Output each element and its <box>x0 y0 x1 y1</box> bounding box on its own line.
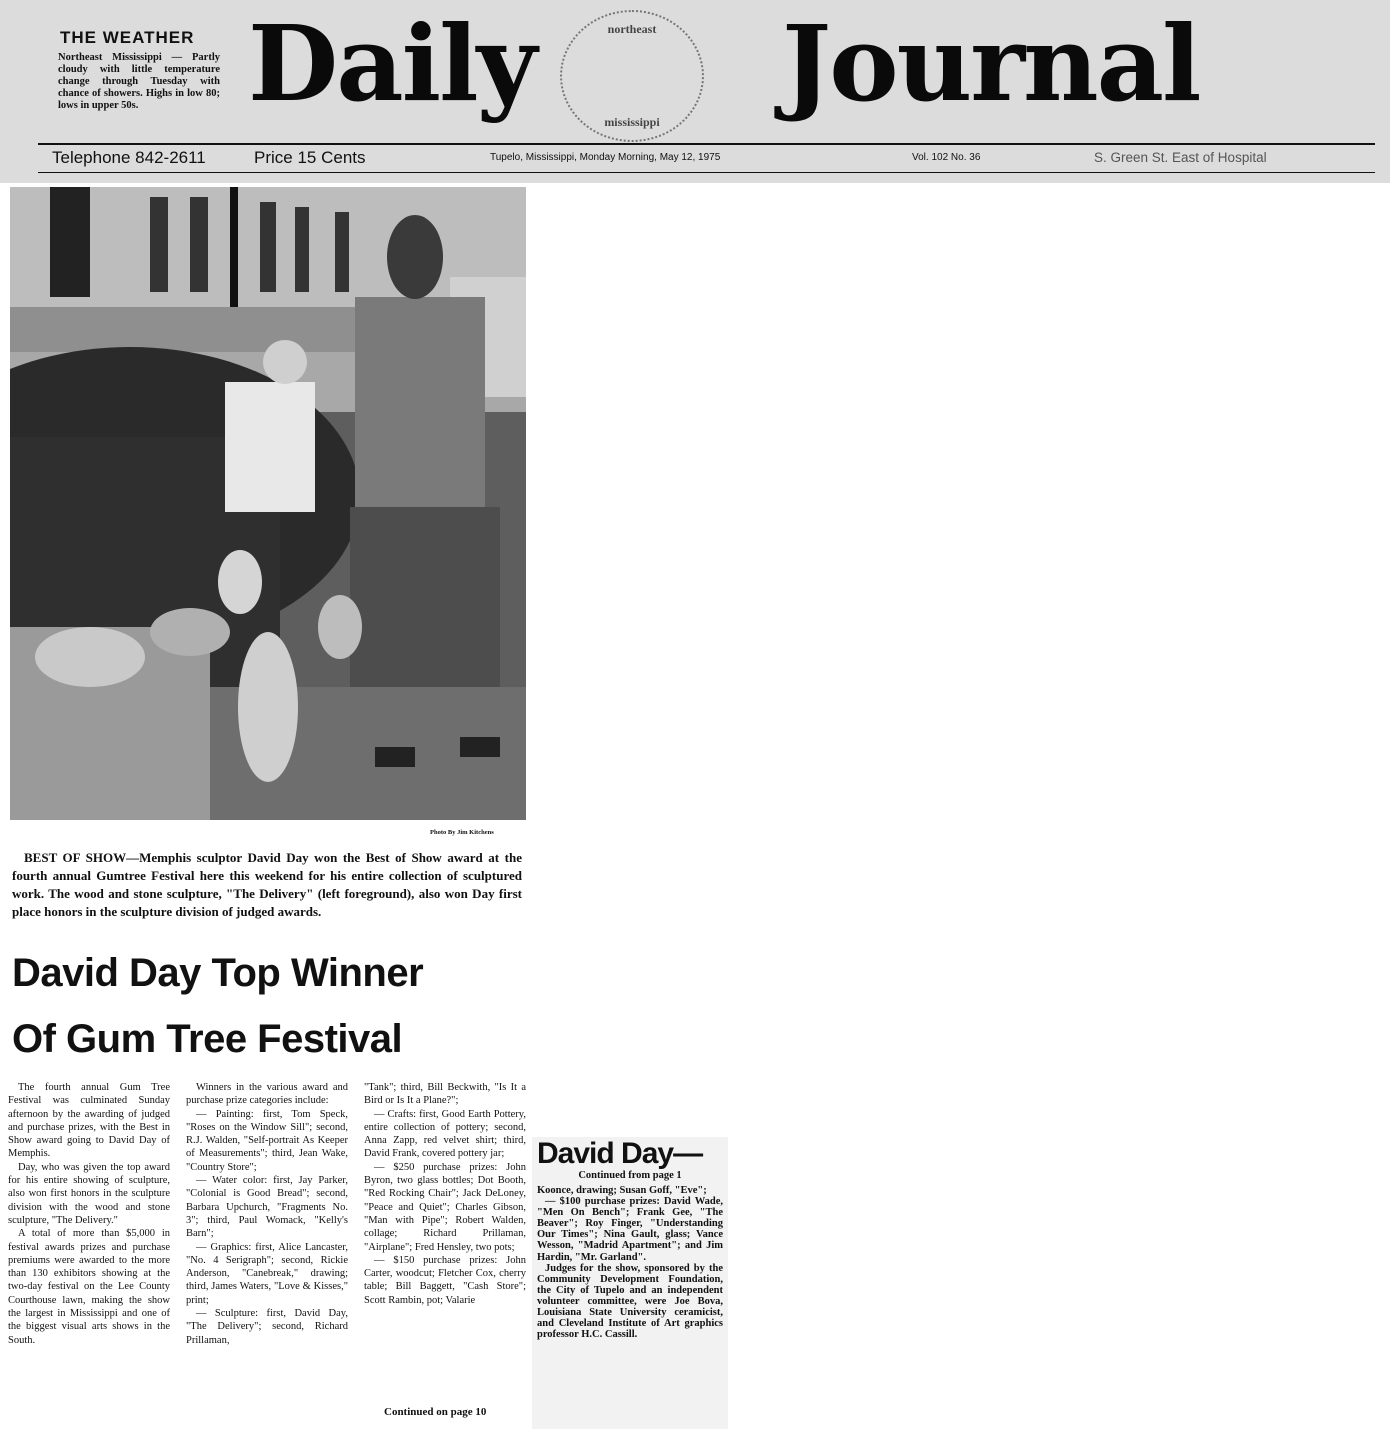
jump-paragraph: Judges for the show, sponsored by the Community Development Foundation, the City of Tupelo and an independent volunteer committee, were Joe Bova, Louisiana State University ceramicist, and Cleveland Institute of Art graphics professor H.C. Cassill. <box>537 1262 723 1341</box>
headline-line-2: Of Gum Tree Festival <box>12 1017 403 1061</box>
article-paragraph: — Water color: first, Jay Parker, "Colonial is Good Bread"; second, Barbara Upchurch, "Fragments No. 3"; third, Paul Womack, "Kelly's Barn"; <box>186 1175 348 1240</box>
seal-top-text: northeast <box>607 22 657 36</box>
article-paragraph: — Crafts: first, Good Earth Pottery, entire collection of pottery; second, Anna Zapp, red velvet shirt; third, David Frank, covered pottery jar; <box>364 1108 526 1160</box>
continued-on-note: Continued on page 10 <box>384 1406 487 1418</box>
weather-title: THE WEATHER <box>60 28 195 47</box>
telephone: Telephone 842-2611 <box>52 148 206 167</box>
sculptor-photo-illustration <box>10 187 526 820</box>
price: Price 15 Cents <box>254 148 366 167</box>
article-column-1 <box>8 1081 170 1347</box>
jump-paragraph: Koonce, drawing; Susan Goff, "Eve"; <box>537 1185 707 1196</box>
article-paragraph: A total of more than $5,000 in festival awards prizes and purchase premiums were awarded to the more than 130 exhibitors showing at the two-day festival on the Lee County Courthouse lawn, making the show the largest in Mississippi and one of the biggest visual arts shows in the South. <box>8 1228 170 1346</box>
article-column-3 <box>364 1081 526 1307</box>
caption-text: —Memphis sculptor David Day won the Best of Show award at the fourth annual Gumtree Festival here this weekend for his entire collection of sculptured work. The wood and stone sculpture, "The Delivery" (left foreground), also won Day first place honors in the sculpture division of judged awards. <box>12 850 522 919</box>
volume-number: Vol. 102 No. 36 <box>912 152 981 163</box>
newspaper-logo-daily: Daily <box>248 2 536 125</box>
article-paragraph: Day, who was given the top award for his entire showing of sculpture, also won first honors in the sculpture division with the wood and stone sculpture, "The Delivery." <box>8 1161 170 1226</box>
seal-bottom-text: mississippi <box>604 115 660 129</box>
article-column-2 <box>186 1081 348 1347</box>
article-paragraph: — $250 purchase prizes: John Byron, two glass bottles; Dot Booth, "Red Rocking Chair"; Jack DeLoney, "Peace and Quiet"; Charles Gibson, "Man with Pipe"; Robert Walden, collage; Richard Prillaman, "Airplane"; Fred Hensley, two pots; <box>364 1161 526 1253</box>
jump-headline: David Day— <box>537 1137 703 1170</box>
article-paragraph: — Sculpture: first, David Day, "The Delivery"; second, Richard Prillaman, <box>186 1308 348 1346</box>
dateline: Tupelo, Mississippi, Monday Morning, May 12, 1975 <box>490 152 721 163</box>
article-paragraph: The fourth annual Gum Tree Festival was culminated Sunday afternoon by the awarding of judged and purchase prizes, with the Best in Show award going to David Day of Memphis. <box>8 1082 170 1160</box>
continued-from-note: Continued from page 1 <box>578 1170 682 1181</box>
photo-caption <box>12 849 522 921</box>
jump-body <box>537 1185 723 1340</box>
caption-lead: BEST OF SHOW <box>24 850 127 865</box>
masthead-rule-bottom <box>38 172 1375 173</box>
article-paragraph: "Tank"; third, Bill Beckwith, "Is It a Bird or Is It a Plane?"; <box>364 1082 526 1107</box>
festival-photo <box>10 187 526 820</box>
newspaper-logo-journal: Journal <box>782 2 1200 125</box>
article-paragraph: — Graphics: first, Alice Lancaster, "No. 4 Serigraph"; second, Rickie Anderson, "Canebreak," drawing; third, James Waters, "Love & Kisses," print; <box>186 1241 348 1306</box>
headline-line-1: David Day Top Winner <box>12 951 424 995</box>
article-paragraph: — $150 purchase prizes: John Carter, woodcut; Fletcher Cox, cherry table; Bill Baggett, "Cash Store"; Scott Rambin, pot; Valarie <box>364 1254 526 1306</box>
weather-forecast: Northeast Mississippi — Partly cloudy with little temperature change through Tuesday with chance of showers. Highs in low 80; lows in upper 50s. <box>58 52 220 111</box>
address: S. Green St. East of Hospital <box>1094 150 1267 165</box>
article-paragraph: Winners in the various award and purchase prize categories include: <box>186 1082 348 1107</box>
jump-continuation <box>532 1137 728 1429</box>
photo-credit: Photo By Jim Kitchens <box>430 829 494 836</box>
masthead-rule <box>38 143 1375 145</box>
masthead <box>0 0 1390 183</box>
masthead-seal-icon <box>560 10 704 142</box>
article-paragraph: — Painting: first, Tom Speck, "Roses on the Window Sill"; second, R.J. Walden, "Self-portrait As Keeper of Measurements"; third, Jean Wake, "Country Store"; <box>186 1108 348 1173</box>
jump-paragraph: — $100 purchase prizes: David Wade, "Men On Bench"; Frank Gee, "The Beaver"; Roy Finger, "Understanding Our Times"; Nina Gault, glass; Vance Wesson, "Madrid Apartment"; and Jim Hardin, "Mr. Garland". <box>537 1196 723 1263</box>
